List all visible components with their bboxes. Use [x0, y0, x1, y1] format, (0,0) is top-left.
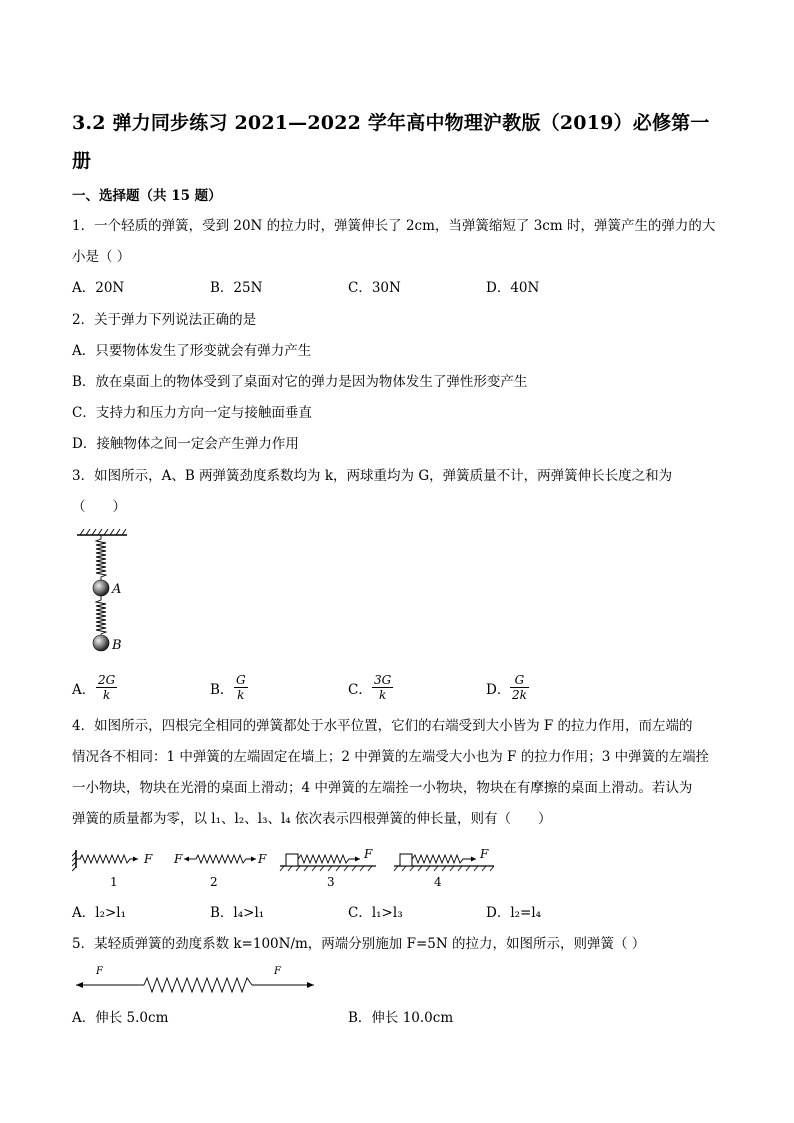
q3-option-d-letter[interactable]: D．: [486, 682, 511, 698]
q4-f3-label: F: [364, 847, 373, 861]
q4-stem-line-1: 4．如图所示，四根完全相同的弹簧都处于水平位置，它们的右端受到大小皆为 F 的拉力作用，而左端的: [72, 718, 693, 734]
q4-stem-line-3: 一小物块，物块在光滑的桌面上滑动；4 中弹簧的左端拴一小物块，物块在有摩擦的桌面上滑动。若认为: [72, 780, 693, 796]
q1-option-d[interactable]: D．40N: [486, 280, 540, 296]
q3-option-d-den: 2k: [512, 688, 527, 702]
q4-number-3: 3: [327, 875, 335, 889]
q3-option-c-letter[interactable]: C．: [348, 682, 372, 698]
q3-label-b: B: [112, 638, 122, 653]
q3-stem-line-1: 3．如图所示，A、B 两弹簧劲度系数均为 k，两球重均为 G，弹簧质量不计，两弹簧伸长长度之和为: [72, 468, 673, 484]
q5-option-a[interactable]: A．伸长 5.0cm: [72, 1010, 169, 1026]
q4-stem-line-4: 弹簧的质量都为零，以 l₁、l₂、l₃、l₄ 依次表示四根弹簧的伸长量，则有（ ）: [72, 811, 552, 827]
q1-option-c[interactable]: C．30N: [348, 280, 401, 296]
q4-number-2: 2: [210, 875, 218, 889]
q3-stem-line-2: （ ）: [72, 499, 126, 515]
title-line-1: 3.2 弹力同步练习 2021—2022 学年高中物理沪教版（2019）必修第一: [72, 112, 710, 134]
q3-option-b-num: G: [236, 673, 246, 687]
title-line-2: 册: [72, 150, 92, 172]
q5-figure-spring: [72, 962, 322, 996]
q1-option-b[interactable]: B．25N: [210, 280, 263, 296]
q3-option-c-num: 3G: [374, 673, 392, 687]
q5-right-force-label: F: [274, 966, 281, 977]
q3-figure-hanging-springs: [72, 525, 142, 655]
page-title: [72, 104, 732, 180]
q4-option-a[interactable]: A．l₂>l₁: [72, 905, 127, 921]
section-heading: 一、选择题（共 15 题）: [72, 188, 222, 204]
q3-option-d-num: G: [510, 673, 529, 688]
q4-stem-line-2: 情况各不相同：1 中弹簧的左端固定在墙上；2 中弹簧的左端受大小也为 F 的拉力作用；3 中弹簧的左端拴: [72, 749, 710, 765]
q4-option-c[interactable]: C．l₁>l₃: [348, 905, 403, 921]
q1-stem-line-1: 1．一个轻质的弹簧，受到 20N 的拉力时，弹簧伸长了 2cm，当弹簧缩短了 3cm 时，弹簧产生的弹力的大: [72, 218, 716, 234]
q4-f1-label: F: [144, 852, 153, 866]
q4-f2-right-label: F: [258, 852, 267, 866]
q3-option-b-fraction[interactable]: [234, 673, 248, 702]
q4-option-b[interactable]: B．l₄>l₁: [210, 905, 265, 921]
q4-option-d[interactable]: D．l₂=l₄: [486, 905, 542, 921]
q2-option-d[interactable]: D．接触物体之间一定会产生弹力作用: [72, 436, 299, 452]
q3-option-a-den: k: [102, 688, 111, 702]
q4-figure-four-springs: [72, 844, 502, 890]
q3-option-d-fraction[interactable]: [510, 673, 529, 702]
q2-option-a[interactable]: A．只要物体发生了形变就会有弹力产生: [72, 343, 312, 359]
q1-stem-line-2: 小是（ ）: [72, 249, 131, 265]
q5-option-b[interactable]: B．伸长 10.0cm: [348, 1010, 454, 1026]
q3-option-c-den: k: [378, 688, 387, 702]
q3-option-a-letter[interactable]: A．: [72, 682, 96, 698]
q4-f4-label: F: [480, 847, 489, 861]
q3-option-b-letter[interactable]: B．: [210, 682, 234, 698]
q3-option-a-num: 2G: [98, 673, 116, 687]
q5-left-force-label: F: [96, 966, 103, 977]
q2-option-c[interactable]: C．支持力和压力方向一定与接触面垂直: [72, 405, 312, 421]
q1-option-a[interactable]: A．20N: [72, 280, 125, 296]
q3-option-b-den: k: [237, 688, 245, 702]
q2-option-b[interactable]: B．放在桌面上的物体受到了桌面对它的弹力是因为物体发生了弹性形变产生: [72, 374, 528, 390]
q3-option-a-fraction[interactable]: [96, 673, 117, 702]
q4-number-1: 1: [110, 875, 118, 889]
q3-option-c-fraction[interactable]: [372, 673, 393, 702]
q3-label-a: A: [112, 582, 122, 597]
q4-f2-left-label: F: [174, 852, 183, 866]
q4-number-4: 4: [434, 875, 442, 889]
q5-stem: 5．某轻质弹簧的劲度系数 k=100N/m，两端分别施加 F=5N 的拉力，如图所示，则弹簧（ ）: [72, 936, 646, 952]
q2-stem: 2．关于弹力下列说法正确的是: [72, 312, 257, 328]
